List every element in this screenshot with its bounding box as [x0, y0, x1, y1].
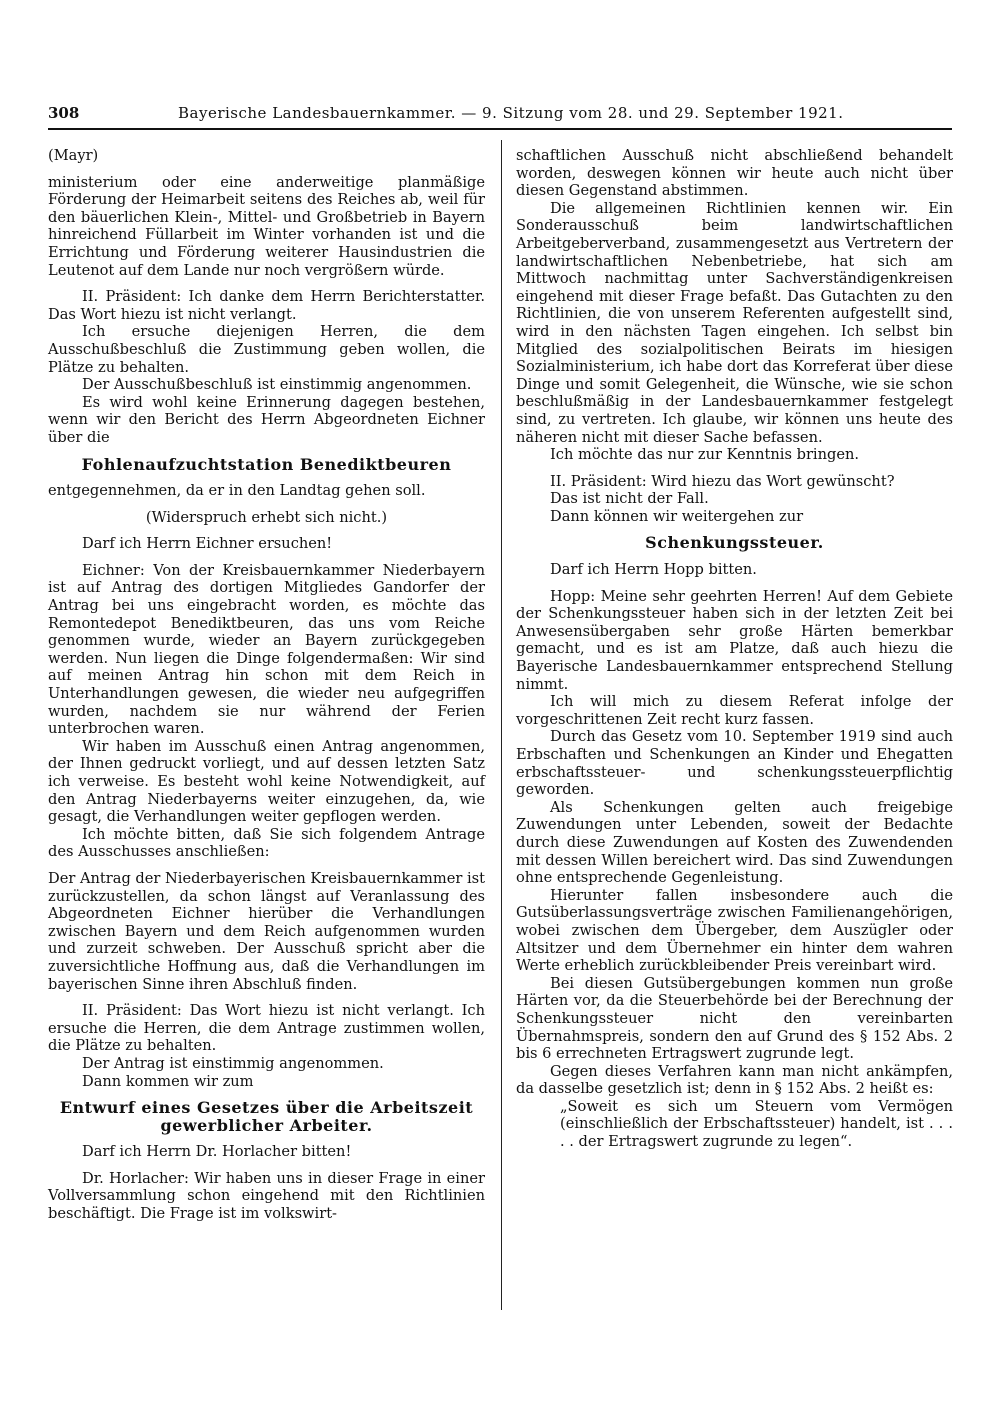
paragraph: Darf ich Herrn Hopp bitten. [550, 561, 757, 579]
paragraph: Dann kommen wir zum [82, 1072, 254, 1090]
column-divider [501, 140, 502, 1310]
paragraph: Ich ersuche diejenigen Herren, die dem Ausschußbeschluß die Zustimmung geben wollen, die Plätze zu behalten. [48, 323, 485, 376]
paragraph: Ich will mich zu diesem Referat infolge der vorgeschrittenen Zeit recht kurz fassen. [516, 693, 953, 728]
quoted-motion: Der Antrag der Niederbayerischen Kreisbauernkammer ist zurückzustellen, da schon längst auf Veranlassung des Abgeordneten Eichner hierüber die Verhandlungen zwischen Bayern und dem Reich aufgenommen wurden und zurzeit schweben. Der Ausschuß spricht aber die zuversichtliche Hoffnung aus, daß die Verhandlungen im bayerischen Sinne ihren Abschluß finden. [48, 869, 485, 993]
paragraph: entgegennehmen, da er in den Landtag gehen soll. [48, 482, 426, 500]
paragraph: Bei diesen Gutsübergebungen kommen nun große Härten vor, da die Steuerbehörde bei der Berechnung der Schenkungssteuer nicht den vereinbarten Übernahmspreis, sondern den auf Grund des § 152 Abs. 2 bis 6 errechneten Ertragswert zugrunde legt. [516, 974, 953, 1063]
quoted-law: „Soweit es sich um Steuern vom Vermögen (einschließlich der Erbschaftssteuer) handelt, ist . . . . . der Ertragswert zugrunde zu legen“. [560, 1097, 953, 1151]
right-column [516, 147, 953, 1151]
paragraph: Ich möchte das nur zur Kenntnis bringen. [550, 446, 860, 464]
paragraph: Das ist nicht der Fall. [550, 490, 709, 508]
paragraph: II. Präsident: Ich danke dem Herrn Berichterstatter. Das Wort hiezu ist nicht verlangt. [48, 288, 485, 323]
paragraph: II. Präsident: Das Wort hiezu ist nicht verlangt. Ich ersuche die Herren, die dem Antrage zustimmen wollen, die Plätze zu behalten. [48, 1002, 485, 1055]
left-column [48, 147, 485, 1223]
paragraph: II. Präsident: Wird hiezu das Wort gewünscht? [550, 472, 895, 490]
paragraph: Darf ich Herrn Dr. Horlacher bitten! [82, 1143, 352, 1161]
paragraph: Hierunter fallen insbesondere auch die Gutsüberlassungsverträge zwischen Familienangehörigen, wobei zwischen dem Übergeber, dem Auszügler oder Altsitzer und dem Übernehmer ein hinter dem wahren Werte erheblich zurückbleibender Preis vereinbart wird. [516, 886, 953, 975]
page-header [48, 104, 952, 126]
paragraph: Dann können wir weitergehen zur [550, 507, 804, 525]
paragraph: Durch das Gesetz vom 10. September 1919 sind auch Erbschaften und Schenkungen an Kinder und Ehegatten erbschaftssteuer- und schenkungssteuerpflichtig geworden. [516, 728, 953, 799]
paragraph: Hopp: Meine sehr geehrten Herren! Auf dem Gebiete der Schenkungssteuer haben sich in der letzten Zeit bei Anwesensübergaben sehr große Härten bemerkbar gemacht, und es ist am Platze, daß auch hiezu die Bayerische Landesbauernkammer entsprechend Stellung nimmt. [516, 587, 953, 693]
paragraph: Der Ausschußbeschluß ist einstimmig angenommen. [82, 376, 472, 394]
paragraph: Der Antrag ist einstimmig angenommen. [82, 1054, 384, 1072]
paragraph: Gegen dieses Verfahren kann man nicht ankämpfen, da dasselbe gesetzlich ist; denn in § 152 Abs. 2 heißt es: [516, 1062, 953, 1098]
section-heading: Fohlenaufzuchtstation Benediktbeuren [81, 454, 452, 474]
paragraph: Darf ich Herrn Eichner ersuchen! [82, 535, 333, 553]
section-heading: Schenkungssteuer. [645, 533, 824, 553]
speaker-label: (Mayr) [48, 147, 99, 164]
paragraph: Dr. Horlacher: Wir haben uns in dieser Frage in einer Vollversammlung schon eingehend mit den Richtlinien beschäftigt. Die Frage ist im volkswirt- [48, 1169, 485, 1223]
paragraph: Wir haben im Ausschuß einen Antrag angenommen, der Ihnen gedruckt vorliegt, und auf dessen letzten Satz ich verweise. Es besteht wohl keine Notwendigkeit, auf den Antrag Niederbayerns weiter einzugehen, da, wie gesagt, die Verhandlungen weiter gepflogen werden. [48, 737, 485, 826]
paragraph: schaftlichen Ausschuß nicht abschließend behandelt worden, deswegen können wir heute auch nicht über diesen Gegenstand abstimmen. [516, 147, 953, 200]
paragraph: Es wird wohl keine Erinnerung dagegen bestehen, wenn wir den Bericht des Herrn Abgeordneten Eichner über die [48, 393, 485, 446]
running-title: Bayerische Landesbauernkammer. — 9. Sitzung vom 28. und 29. September 1921. [178, 104, 844, 122]
paragraph: Als Schenkungen gelten auch freigebige Zuwendungen unter Lebenden, soweit der Bedachte durch diese Zuwendungen auf Kosten des Zuwendenden mit dessen Willen bereichert wird. Das sind Zuwendungen ohne entsprechende Gegenleistung. [516, 798, 953, 887]
paragraph: Eichner: Von der Kreisbauernkammer Niederbayern ist auf Antrag des dortigen Mitgliedes Gandorfer der Antrag bei uns eingebracht worden, es möchte das Remontedepot Benediktbeuren, das uns vom Reiche genommen wurde, wieder an Bayern zurückgegeben werden. Nun liegen die Dinge folgendermaßen: Wir sind auf meinen Antrag hin schon mit dem Reich in Unterhandlungen gewesen, die wieder neu aufgegriffen wurden, nachdem sie nur während der Ferien unterbrochen waren. [48, 561, 485, 738]
quoted-motion: ministerium oder eine anderweitige planmäßige Förderung der Heimarbeit seitens des Reiches ab, weil für den bäuerlichen Klein-, Mittel- und Großbetrieb in Bayern hinreichend Füllarbeit im Winter vorhanden ist und die Errichtung und Förderung weiterer Hausindustrien die Leutenot auf dem Lande nur noch vergrößern würde. [48, 173, 485, 279]
page-number: 308 [48, 104, 80, 122]
paragraph: Die allgemeinen Richtlinien kennen wir. Ein Sonderausschuß beim landwirtschaftlichen Arbeitgeberverband, zusammengesetzt aus Vertretern der landwirtschaftlichen Nebenbetriebe, hat sich am Mittwoch nachmittag unter Sachverständigenkreisen eingehend mit dieser Frage befaßt. Das Gutachten zu den Richtlinien, die von unserem Referenten aufgestellt sind, wird in den nächsten Tagen eingehen. Ich selbst bin Mitglied des sozialpolitischen Beirats im hiesigen Sozialministerium, ich habe dort das Korreferat über diese Dinge und somit Gelegenheit, die Wünsche, wie sie schon beschlußmäßig in der Landesbauernkammer festgelegt sind, zu vertreten. Ich glaube, wir können uns heute des näheren nicht mit dieser Sache befassen. [516, 199, 953, 446]
section-heading: Entwurf eines Gesetzes über die Arbeitszeit gewerblicher Arbeiter. [59, 1098, 474, 1135]
header-rule [48, 128, 952, 130]
stage-note: (Widerspruch erhebt sich nicht.) [145, 508, 388, 526]
paragraph: Ich möchte bitten, daß Sie sich folgendem Antrage des Ausschusses anschließen: [48, 825, 485, 861]
